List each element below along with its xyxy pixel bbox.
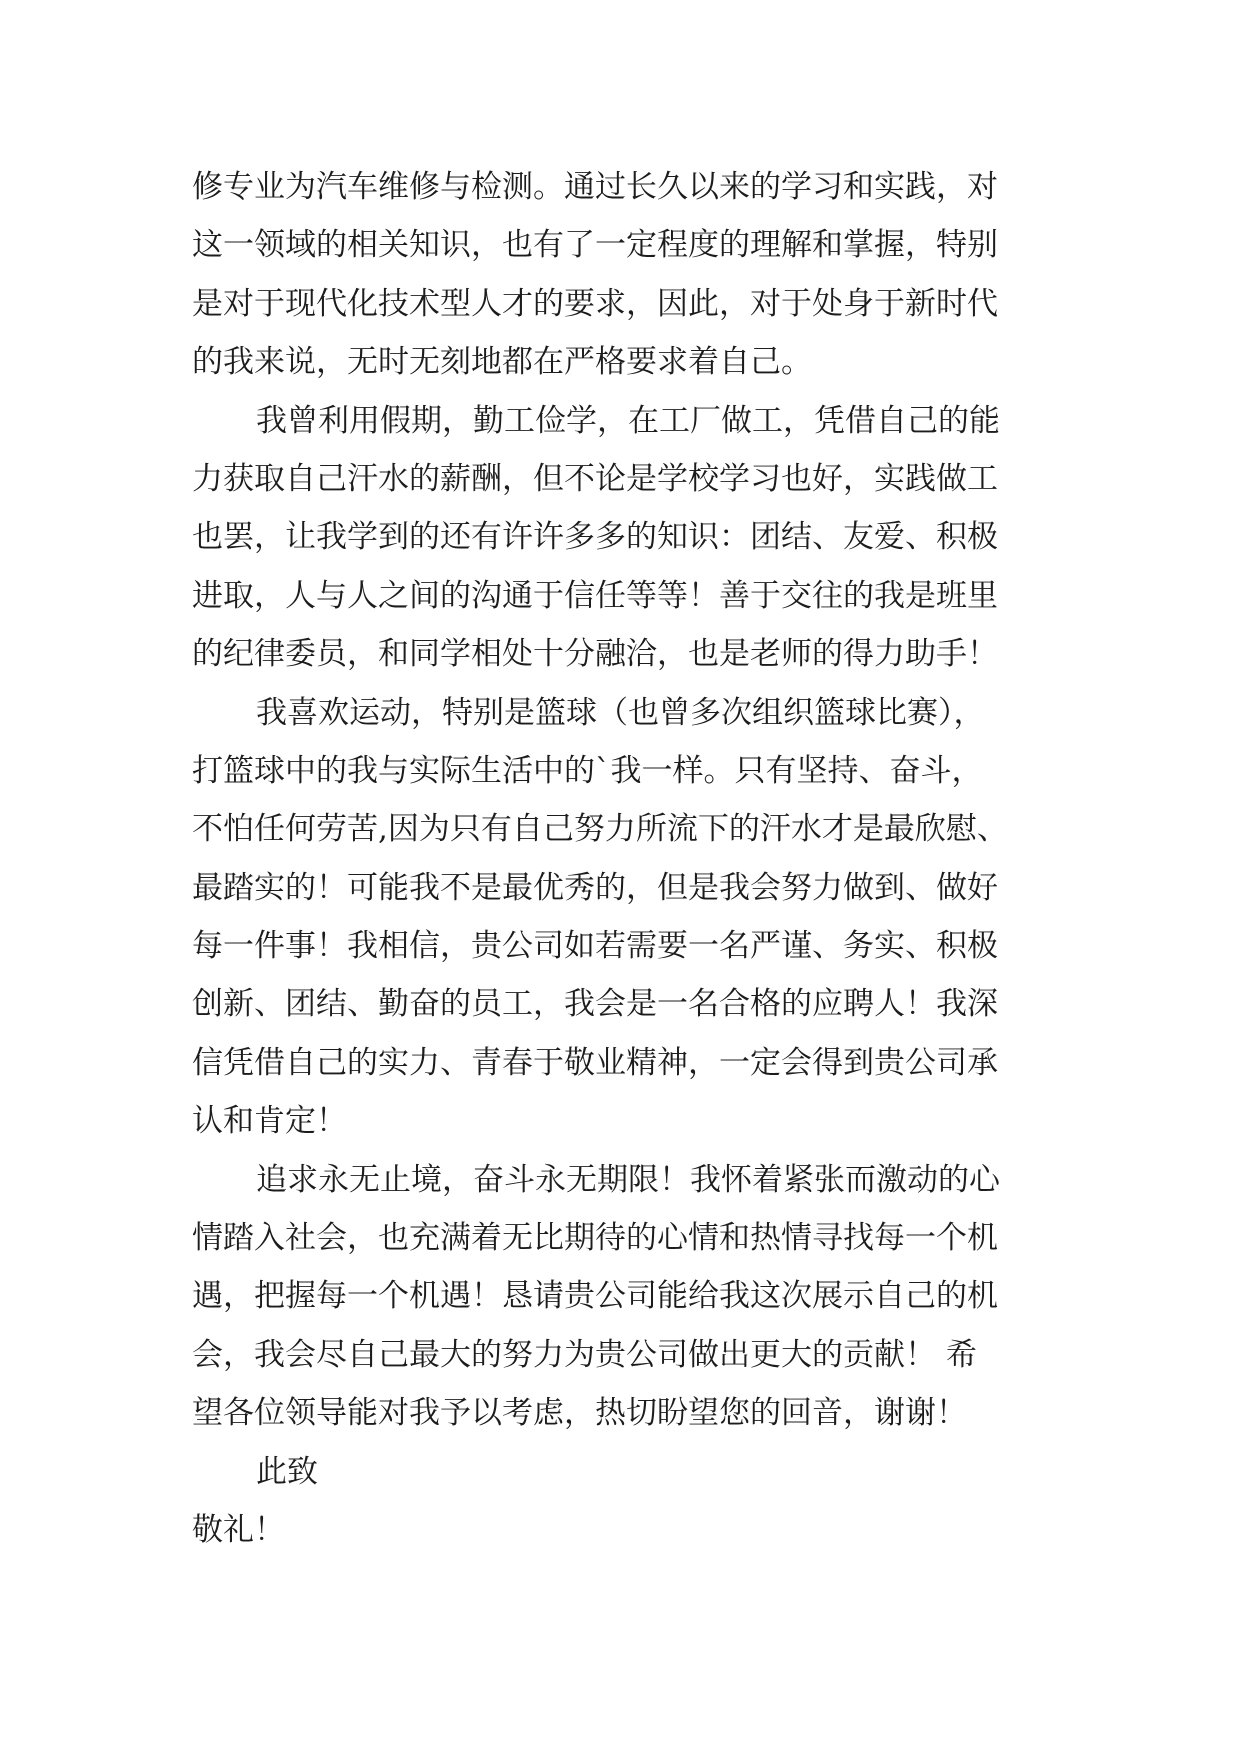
text-line: 不怕任何劳苦,因为只有自己努力所流下的汗水才是最欣慰、 (192, 811, 1008, 848)
text-line: 这一领域的相关知识，也有了一定程度的理解和掌握，特别 (192, 227, 998, 264)
text-line: 也罢，让我学到的还有许许多多的知识：团结、友爱、积极 (192, 519, 998, 556)
text-line: 遇，把握每一个机遇！恳请贵公司能给我这次展示自己的机 (192, 1278, 998, 1315)
paragraph-start-line: 追求永无止境，奋斗永无期限！我怀着紧张而激动的心 (256, 1161, 1000, 1198)
text-line: 信凭借自己的实力、青春于敬业精神，一定会得到贵公司承 (192, 1044, 998, 1081)
letter-body (192, 158, 1072, 1559)
text-line: 力获取自己汗水的薪酬，但不论是学校学习也好，实践做工 (192, 460, 998, 497)
text-line: 每一件事！我相信，贵公司如若需要一名严谨、务实、积极 (192, 928, 998, 965)
paragraph-start-line: 我曾利用假期，勤工俭学，在工厂做工，凭借自己的能 (256, 402, 1000, 439)
text-line: 的纪律委员，和同学相处十分融洽，也是老师的得力助手！ (192, 636, 998, 673)
text-line: 会，我会尽自己最大的努力为贵公司做出更大的贡献！ 希 (192, 1336, 977, 1373)
text-line: 进取，人与人之间的沟通于信任等等！善于交往的我是班里 (192, 577, 998, 614)
text-line: 的我来说，无时无刻地都在严格要求着自己。 (192, 344, 812, 381)
closing-salutation: 此致 (256, 1453, 318, 1490)
paragraph-start-line: 我喜欢运动，特别是篮球（也曾多次组织篮球比赛）， (256, 694, 985, 731)
text-line: 认和肯定！ (192, 1103, 347, 1140)
text-line: 情踏入社会，也充满着无比期待的心情和热情寻找每一个机 (192, 1220, 998, 1257)
text-line: 望各位领导能对我予以考虑，热切盼望您的回音，谢谢！ (192, 1395, 967, 1432)
text-line: 最踏实的！可能我不是最优秀的，但是我会努力做到、做好 (192, 869, 998, 906)
text-line: 打篮球中的我与实际生活中的`我一样。只有坚持、奋斗， (192, 752, 983, 789)
text-line: 创新、团结、勤奋的员工，我会是一名合格的应聘人！我深 (192, 986, 998, 1023)
closing-regards: 敬礼！ (192, 1511, 285, 1548)
text-line: 是对于现代化技术型人才的要求，因此，对于处身于新时代 (192, 285, 998, 322)
text-line: 修专业为汽车维修与检测。通过长久以来的学习和实践，对 (192, 169, 998, 205)
